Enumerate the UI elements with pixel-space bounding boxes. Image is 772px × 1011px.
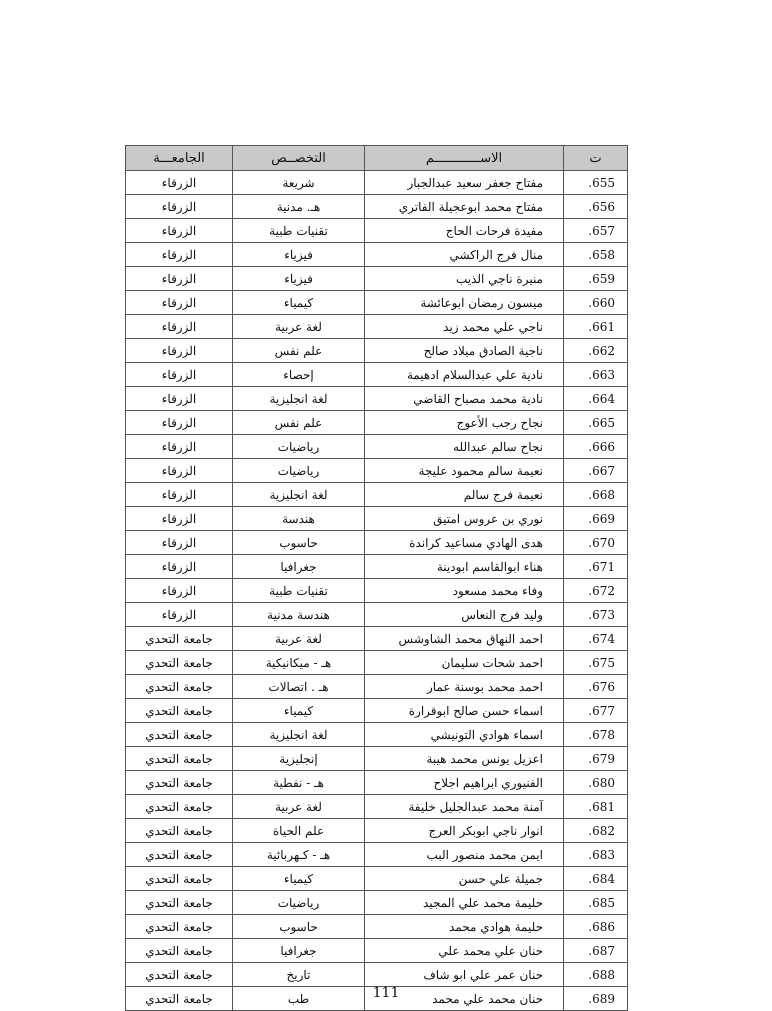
student-name: حليمة هوادي محمد xyxy=(365,915,564,939)
university: الزرقاء xyxy=(126,267,233,291)
specialization: لغة انجليزية xyxy=(233,387,365,411)
specialization: لغة عربية xyxy=(233,795,365,819)
university: جامعة التحدي xyxy=(126,915,233,939)
table-header-row xyxy=(126,146,628,171)
row-number: .670 xyxy=(564,531,628,555)
row-number: .655 xyxy=(564,171,628,195)
specialization: علم نفس xyxy=(233,411,365,435)
student-name: الفنيوري ابراهيم اجلاح xyxy=(365,771,564,795)
university: الزرقاء xyxy=(126,195,233,219)
university: الزرقاء xyxy=(126,579,233,603)
university: جامعة التحدي xyxy=(126,819,233,843)
row-number: .674 xyxy=(564,627,628,651)
row-number: .656 xyxy=(564,195,628,219)
specialization: هـ - ميكانيكية xyxy=(233,651,365,675)
student-name: نادية علي عبدالسلام ادهيمة xyxy=(365,363,564,387)
header-name: الاســــــــــــم xyxy=(365,146,564,171)
row-number: .681 xyxy=(564,795,628,819)
university: الزرقاء xyxy=(126,171,233,195)
table-row xyxy=(126,699,628,723)
student-name: حنان علي محمد علي xyxy=(365,939,564,963)
specialization: تقنيات طبية xyxy=(233,219,365,243)
table-row xyxy=(126,795,628,819)
university: جامعة التحدي xyxy=(126,795,233,819)
specialization: شريعة xyxy=(233,171,365,195)
specialization: إنجليزية xyxy=(233,747,365,771)
university: جامعة التحدي xyxy=(126,699,233,723)
specialization: هندسة مدنية xyxy=(233,603,365,627)
row-number: .672 xyxy=(564,579,628,603)
student-name: هناء ابوالقاسم ابودينة xyxy=(365,555,564,579)
university: الزرقاء xyxy=(126,315,233,339)
header-university: الجامعـــة xyxy=(126,146,233,171)
student-name: احمد محمد بوسنة عمار xyxy=(365,675,564,699)
row-number: .680 xyxy=(564,771,628,795)
row-number: .665 xyxy=(564,411,628,435)
row-number: .668 xyxy=(564,483,628,507)
university: الزرقاء xyxy=(126,531,233,555)
specialization: لغة انجليزية xyxy=(233,483,365,507)
student-name: نعيمة سالم محمود عليجة xyxy=(365,459,564,483)
table-row xyxy=(126,387,628,411)
row-number: .663 xyxy=(564,363,628,387)
row-number: .675 xyxy=(564,651,628,675)
row-number: .688 xyxy=(564,963,628,987)
table-row xyxy=(126,267,628,291)
student-name: حليمة محمد علي المجيد xyxy=(365,891,564,915)
student-name: مفتاح محمد ابوعجيلة الفاتري xyxy=(365,195,564,219)
graduates-table-container xyxy=(125,145,627,1011)
table-row xyxy=(126,315,628,339)
row-number: .676 xyxy=(564,675,628,699)
university: جامعة التحدي xyxy=(126,723,233,747)
table-row xyxy=(126,891,628,915)
specialization: فيزياء xyxy=(233,243,365,267)
row-number: .667 xyxy=(564,459,628,483)
table-row xyxy=(126,723,628,747)
specialization: لغة انجليزية xyxy=(233,723,365,747)
table-row xyxy=(126,915,628,939)
student-name: آمنة محمد عبدالجليل خليفة xyxy=(365,795,564,819)
table-row xyxy=(126,603,628,627)
specialization: هـ. مدنية xyxy=(233,195,365,219)
specialization: لغة عربية xyxy=(233,315,365,339)
student-name: حنان محمد علي محمد xyxy=(365,987,564,1011)
specialization: جغرافيا xyxy=(233,555,365,579)
university: جامعة التحدي xyxy=(126,939,233,963)
student-name: اسماء حسن صالح ابوقرارة xyxy=(365,699,564,723)
student-name: نجاح رجب الأعوج xyxy=(365,411,564,435)
university: جامعة التحدي xyxy=(126,651,233,675)
student-name: مفتاح جعفر سعيد عبدالجبار xyxy=(365,171,564,195)
row-number: .682 xyxy=(564,819,628,843)
student-name: احمد شحات سليمان xyxy=(365,651,564,675)
student-name: اسماء هوادي التونيشي xyxy=(365,723,564,747)
table-row xyxy=(126,963,628,987)
row-number: .664 xyxy=(564,387,628,411)
specialization: لغة عربية xyxy=(233,627,365,651)
student-name: انوار ناجي ابوبكر العرج xyxy=(365,819,564,843)
row-number: .658 xyxy=(564,243,628,267)
student-name: هدى الهادي مساعيد كراندة xyxy=(365,531,564,555)
university: الزرقاء xyxy=(126,555,233,579)
specialization: كيمياء xyxy=(233,699,365,723)
university: جامعة التحدي xyxy=(126,627,233,651)
row-number: .671 xyxy=(564,555,628,579)
specialization: جغرافيا xyxy=(233,939,365,963)
row-number: .684 xyxy=(564,867,628,891)
student-name: نوري بن عروس امتيق xyxy=(365,507,564,531)
student-name: ميسون رمضان ابوعائشة xyxy=(365,291,564,315)
university: الزرقاء xyxy=(126,291,233,315)
university: الزرقاء xyxy=(126,507,233,531)
specialization: حاسوب xyxy=(233,915,365,939)
row-number: .659 xyxy=(564,267,628,291)
row-number: .661 xyxy=(564,315,628,339)
table-row xyxy=(126,411,628,435)
table-body xyxy=(126,171,628,1011)
table-row xyxy=(126,291,628,315)
table-row xyxy=(126,459,628,483)
student-name: مفيدة فرحات الحاج xyxy=(365,219,564,243)
table-row xyxy=(126,195,628,219)
university: جامعة التحدي xyxy=(126,891,233,915)
university: الزرقاء xyxy=(126,411,233,435)
specialization: تاريخ xyxy=(233,963,365,987)
row-number: .686 xyxy=(564,915,628,939)
table-row xyxy=(126,435,628,459)
specialization: إحصاء xyxy=(233,363,365,387)
graduates-table xyxy=(125,145,628,1011)
university: الزرقاء xyxy=(126,339,233,363)
table-row xyxy=(126,867,628,891)
table-row xyxy=(126,219,628,243)
row-number: .669 xyxy=(564,507,628,531)
table-row xyxy=(126,243,628,267)
header-number: ت xyxy=(564,146,628,171)
table-row xyxy=(126,651,628,675)
university: جامعة التحدي xyxy=(126,843,233,867)
row-number: .673 xyxy=(564,603,628,627)
table-row xyxy=(126,339,628,363)
row-number: .689 xyxy=(564,987,628,1011)
table-row xyxy=(126,747,628,771)
student-name: نجاح سالم عبدالله xyxy=(365,435,564,459)
table-row xyxy=(126,939,628,963)
university: جامعة التحدي xyxy=(126,747,233,771)
university: الزرقاء xyxy=(126,435,233,459)
student-name: وليد فرج النعاس xyxy=(365,603,564,627)
university: الزرقاء xyxy=(126,219,233,243)
row-number: .666 xyxy=(564,435,628,459)
specialization: هندسة xyxy=(233,507,365,531)
student-name: ايمن محمد منصور البب xyxy=(365,843,564,867)
page-number: 111 xyxy=(372,985,400,1001)
table-row xyxy=(126,507,628,531)
university: جامعة التحدي xyxy=(126,987,233,1011)
university: الزرقاء xyxy=(126,363,233,387)
university: الزرقاء xyxy=(126,243,233,267)
table-row xyxy=(126,483,628,507)
row-number: .677 xyxy=(564,699,628,723)
specialization: رياضيات xyxy=(233,891,365,915)
row-number: .683 xyxy=(564,843,628,867)
row-number: .660 xyxy=(564,291,628,315)
table-row xyxy=(126,627,628,651)
specialization: كيمياء xyxy=(233,867,365,891)
row-number: .657 xyxy=(564,219,628,243)
table-row xyxy=(126,675,628,699)
specialization: هـ - كـهربائية xyxy=(233,843,365,867)
specialization: علم الحياة xyxy=(233,819,365,843)
specialization: رياضيات xyxy=(233,435,365,459)
university: الزرقاء xyxy=(126,603,233,627)
table-row xyxy=(126,555,628,579)
university: جامعة التحدي xyxy=(126,771,233,795)
university: الزرقاء xyxy=(126,459,233,483)
student-name: احمد النهاق محمد الشاوشس xyxy=(365,627,564,651)
table-row xyxy=(126,363,628,387)
header-specialization: التخصــص xyxy=(233,146,365,171)
specialization: رياضيات xyxy=(233,459,365,483)
row-number: .685 xyxy=(564,891,628,915)
table-row xyxy=(126,843,628,867)
table-row xyxy=(126,171,628,195)
specialization: هـ . اتصالات xyxy=(233,675,365,699)
student-name: ناجية الصادق ميلاد صالح xyxy=(365,339,564,363)
row-number: .687 xyxy=(564,939,628,963)
university: جامعة التحدي xyxy=(126,675,233,699)
university: جامعة التحدي xyxy=(126,867,233,891)
university: الزرقاء xyxy=(126,387,233,411)
student-name: جميلة علي حسن xyxy=(365,867,564,891)
university: الزرقاء xyxy=(126,483,233,507)
row-number: .679 xyxy=(564,747,628,771)
specialization: فيزياء xyxy=(233,267,365,291)
student-name: منال فرج الراكشي xyxy=(365,243,564,267)
specialization: هـ - نفطية xyxy=(233,771,365,795)
specialization: تقنيات طبية xyxy=(233,579,365,603)
student-name: اعزيل يونس محمد هيبة xyxy=(365,747,564,771)
specialization: كيمياء xyxy=(233,291,365,315)
student-name: منيرة ناجي الذيب xyxy=(365,267,564,291)
table-row xyxy=(126,819,628,843)
row-number: .678 xyxy=(564,723,628,747)
table-row xyxy=(126,771,628,795)
student-name: وفاء محمد مسعود xyxy=(365,579,564,603)
table-row xyxy=(126,579,628,603)
specialization: طب xyxy=(233,987,365,1011)
specialization: حاسوب xyxy=(233,531,365,555)
university: جامعة التحدي xyxy=(126,963,233,987)
student-name: نعيمة فرج سالم xyxy=(365,483,564,507)
student-name: ناجي علي محمد زيد xyxy=(365,315,564,339)
table-row xyxy=(126,531,628,555)
student-name: نادية محمد مصباح القاضي xyxy=(365,387,564,411)
row-number: .662 xyxy=(564,339,628,363)
specialization: علم نفس xyxy=(233,339,365,363)
student-name: حنان عمر علي ابو شاف xyxy=(365,963,564,987)
